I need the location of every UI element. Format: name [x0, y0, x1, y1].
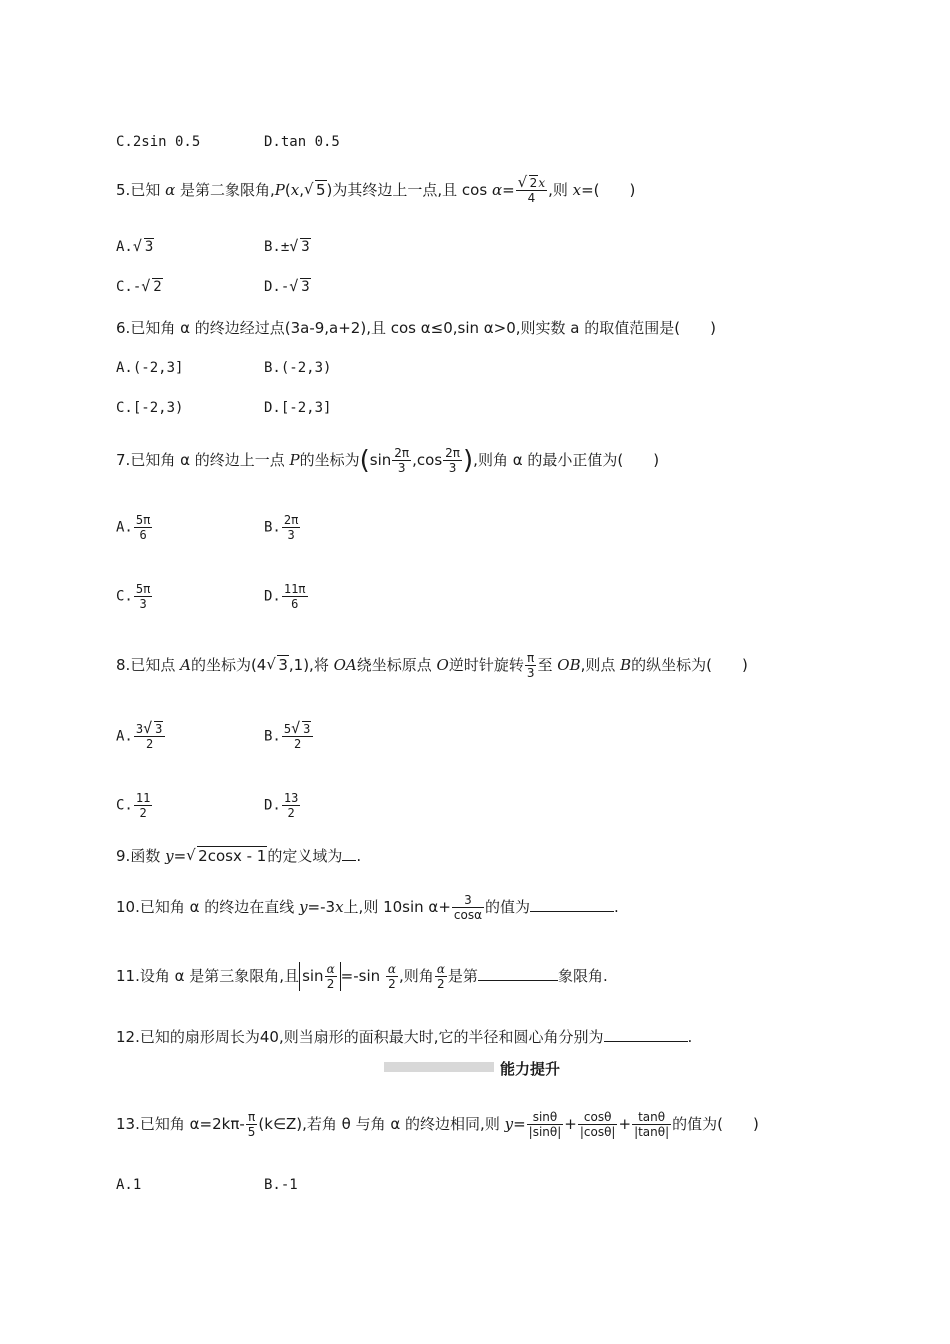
answer-blank: [342, 846, 356, 861]
q5-option-a: A.√ 3: [116, 237, 154, 257]
q7-option-a: A. $\frac{5\pi}{6}$: [116, 513, 151, 542]
q6-option-d: D.[-2,3]: [264, 400, 332, 416]
fraction: √ $\frac{2x}{4}$: [516, 176, 547, 205]
q7-option-c: C. $\frac{5\pi}{3}$: [116, 582, 151, 611]
question-5: 5.已知 α 是第二象限角,P(x,√ 5)为其终边上一点,且 cos α= √ $\frac{2x}{4}$ ,则 x=( ): [116, 176, 635, 205]
question-number: 6.: [116, 319, 131, 337]
question-number: 11.: [116, 967, 140, 985]
q6-option-b: B.(-2,3): [264, 360, 332, 376]
question-13: 13.已知角 α=2kπ- $\frac{\pi}{5}$ (k∈Z),若角 θ 与角 α 的终边相同,则 y= $\frac{\sin\theta}{|\sin\theta|}$ + $\frac{\cos\theta}{|\cos\theta|}$ + $\frac{\tan\theta}{|\tan\theta|}$ 的值为( ): [116, 1110, 759, 1139]
question-9: 9.函数 y=√ 2cosx - 1的定义域为 .: [116, 846, 361, 866]
question-number: 10.: [116, 898, 140, 916]
question-11: 11.设角 α 是第三象限角,且 sin $\frac{\alpha}{2}$ =-sin $\frac{\alpha}{2}$ ,则角 $\frac{\alpha}{2}$ 是第 象限角.: [116, 962, 608, 991]
q6-option-a: A.(-2,3]: [116, 360, 184, 376]
question-6: 6.已知角 α 的终边经过点(3a-9,a+2),且 cos α≤0,sin α>0,则实数 a 的取值范围是( ): [116, 319, 716, 337]
q7-option-d: D. $\frac{11\pi}{6}$: [264, 582, 306, 611]
answer-blank: [604, 1027, 688, 1042]
answer-blank: [530, 897, 614, 912]
question-7: 7.已知角 α 的终边上一点 P的坐标为(sin $\frac{2\pi}{3}$ ,cos $\frac{2\pi}{3}$ ),则角 α 的最小正值为( ): [116, 445, 660, 476]
question-10: 10.已知角 α 的终边在直线 y=-3x上,则 10sin α+ $\frac{3}{\cos\alpha}$ 的值为 .: [116, 893, 619, 922]
q13-option-b: B.-1: [264, 1177, 298, 1193]
q4-option-d: D.tan 0.5: [264, 134, 340, 150]
q4-option-c: C.2sin 0.5: [116, 134, 201, 150]
answer-blank: [478, 966, 558, 981]
sqrt-5: √ 5: [304, 180, 327, 200]
q7-option-b: B. $\frac{2\pi}{3}$: [264, 513, 299, 542]
section-title: 能力提升: [500, 1060, 561, 1078]
question-number: 8.: [116, 656, 131, 674]
q13-option-a: A.1: [116, 1177, 142, 1193]
question-number: 12.: [116, 1028, 140, 1046]
question-number: 7.: [116, 451, 131, 469]
question-number: 5.: [116, 181, 131, 199]
q5-option-c: C.-√ 2: [116, 277, 163, 297]
question-8: 8.已知点 A的坐标为(4√ 3,1),将 OA绕坐标原点 O逆时针旋转 $\frac{\pi}{3}$ 至 OB,则点 B的纵坐标为( ): [116, 651, 748, 680]
question-number: 13.: [116, 1115, 140, 1133]
q6-option-c: C.[-2,3): [116, 400, 184, 416]
q8-option-b: B. $\frac{5√ 3}{2}$: [264, 722, 314, 751]
q5-option-d: D.-√ 3: [264, 277, 311, 297]
q5-option-b: B.±√ 3: [264, 237, 311, 257]
question-number: 9.: [116, 847, 131, 865]
q8-option-d: D. $\frac{13}{2}$: [264, 791, 299, 820]
section-divider-bar: [384, 1062, 494, 1072]
q8-option-a: A. $\frac{3√ 3}{2}$: [116, 722, 166, 751]
q8-option-c: C. $\frac{11}{2}$: [116, 791, 151, 820]
question-12: 12.已知的扇形周长为40,则当扇形的面积最大时,它的半径和圆心角分别为 .: [116, 1028, 693, 1046]
